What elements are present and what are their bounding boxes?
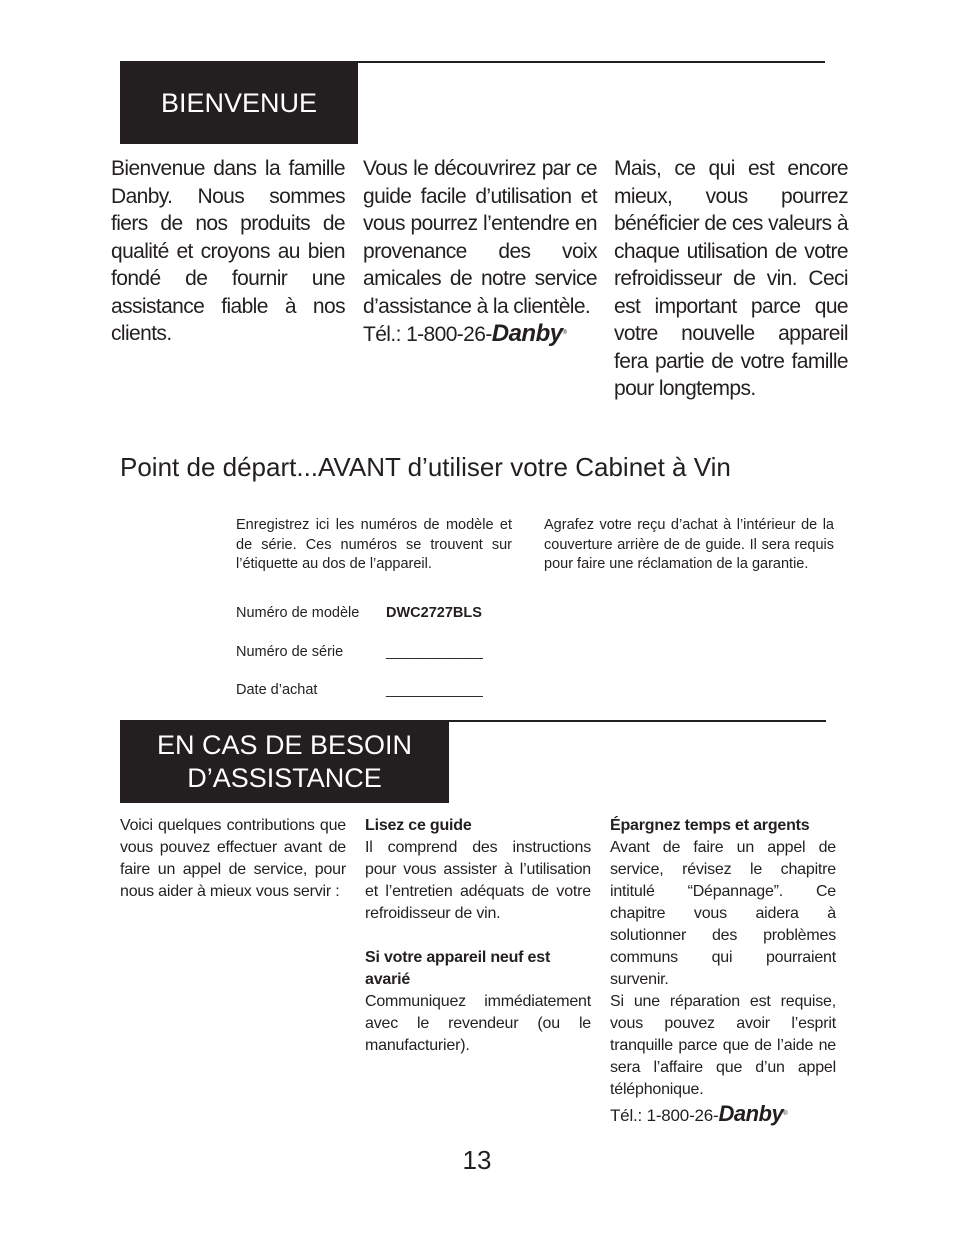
bienvenue-col-3-text: Mais, ce qui est encore mieux, vous pourrez bénéficier de ces valeurs à chaque utilisation de votre refroidisseur de vin. Ceci est important parce que votre nouvelle appareil fera partie de votre famille pour longtemps. — [614, 157, 848, 400]
page-number: 13 — [462, 1145, 492, 1175]
assistance-col-2 — [365, 815, 591, 1057]
bienvenue-col-2-text: Vous le découvrirez par ce guide facile d’utilisation et vous pourrez l’entendre en provenance des voix amicales de notre service d’assistance à la clientèle. — [363, 157, 597, 318]
read-guide-heading: Lisez ce guide — [365, 817, 472, 834]
read-guide-text: Il comprend des instructions pour vous assister à l’utilisation et l’entretien adéquats de votre refroidisseur de vin. — [365, 839, 591, 922]
bienvenue-col-3 — [614, 155, 848, 403]
damaged-text: Communiquez immédiatement avec le revendeur (ou le manufacturier). — [365, 993, 591, 1054]
assistance-title-line1: EN CAS DE BESOIN — [156, 730, 413, 760]
save-time-heading: Épargnez temps et argents — [610, 817, 810, 834]
save-time-text-2: Si une réparation est requise, vous pouvez avoir l’esprit tranquille parce que de l’aide ne sera l’affaire que d’un appel téléphonique. — [610, 993, 836, 1098]
model-field — [236, 605, 482, 621]
bienvenue-col-1-text: Bienvenue dans la famille Danby. Nous sommes fiers de nos produits de qualité et croyons au bien fondé de fournir une assistance fiable à nos clients. — [111, 157, 345, 345]
date-field — [236, 682, 483, 698]
date-value: ____________ — [386, 682, 483, 698]
bienvenue-phone-line — [363, 320, 597, 349]
danby-logo-text: Danby — [491, 320, 563, 347]
depart-right-text: Agrafez votre reçu d’achat à l’intérieur de la couverture arrière de de guide. Il sera requis pour faire une réclamation de la garantie. — [544, 517, 834, 572]
date-label: Date d’achat — [236, 682, 318, 698]
assistance-col-1-text: Voici quelques contributions que vous pouvez effectuer avant de faire un appel de service, pour nous aider à mieux vous servir : — [120, 817, 346, 900]
bienvenue-banner — [120, 62, 358, 144]
assistance-phone-line — [610, 1103, 836, 1127]
assistance-col-1 — [120, 815, 346, 903]
danby-logo-2-text: Danby — [718, 1101, 784, 1126]
danby-logo-mark: ® — [562, 330, 567, 336]
depart-heading: Point de départ...AVANT d’utiliser votre Cabinet à Vin — [120, 452, 731, 482]
bienvenue-col-1 — [111, 155, 345, 348]
serial-field — [236, 644, 483, 660]
danby-logo-2-mark: ® — [783, 1111, 788, 1117]
serial-value: ____________ — [386, 644, 483, 660]
bienvenue-phone: Tél.: 1-800-26- — [363, 323, 492, 346]
assistance-phone: Tél.: 1-800-26- — [610, 1106, 719, 1125]
assistance-title-line2: D’ASSISTANCE — [187, 763, 382, 793]
bienvenue-title: BIENVENUE — [160, 87, 318, 118]
assistance-col-3 — [610, 815, 836, 1127]
damaged-heading: Si votre appareil neuf est avarié — [365, 949, 551, 988]
serial-label: Numéro de série — [236, 644, 344, 660]
depart-left-text: Enregistrez ici les numéros de modèle et de série. Ces numéros se trouvent sur l’étiquette au dos de l’appareil. — [236, 517, 512, 572]
danby-logo — [492, 320, 567, 348]
save-time-text-1: Avant de faire un appel de service, révisez le chapitre intitulé “Dépannage”. Ce chapitre vous aidera à solutionner des problèmes communs qui pourraient survenir. — [610, 839, 836, 988]
bienvenue-col-2 — [363, 155, 597, 349]
danby-logo-2 — [719, 1103, 788, 1125]
assistance-banner — [120, 721, 449, 803]
model-value: DWC2727BLS — [386, 605, 482, 621]
model-label: Numéro de modèle — [236, 605, 360, 621]
